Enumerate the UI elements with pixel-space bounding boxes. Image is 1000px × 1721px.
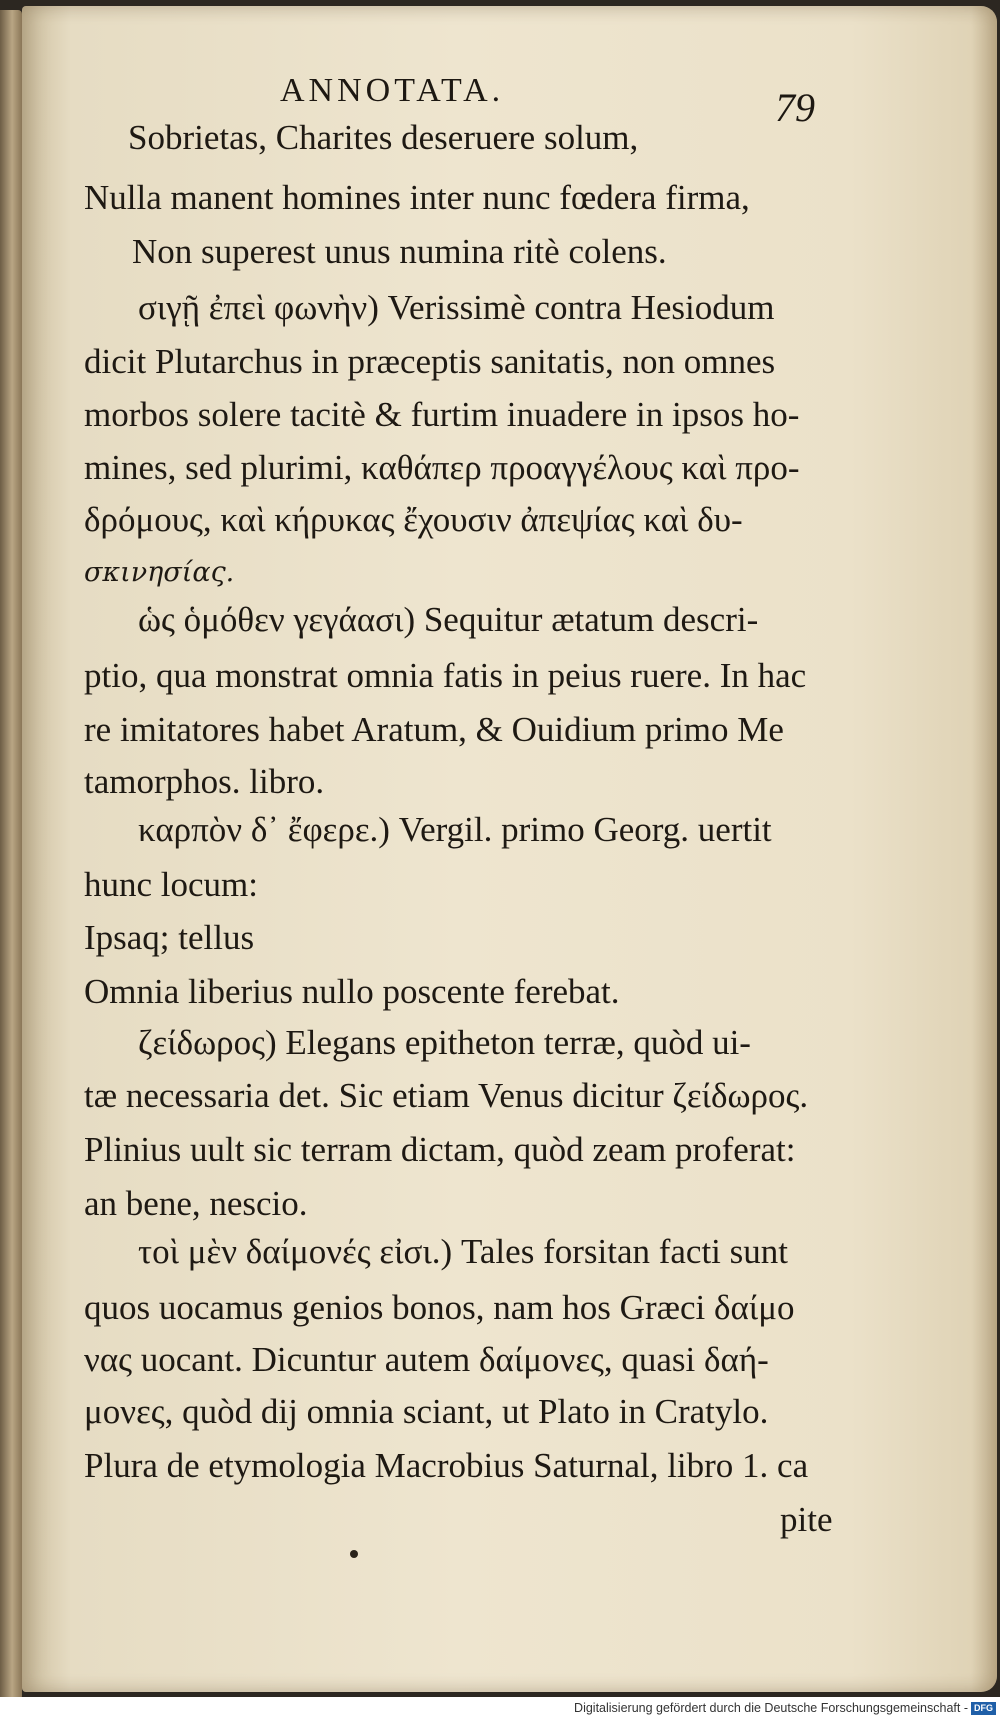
text-line: re imitatores habet Aratum, & Ouidium primo Me xyxy=(84,710,784,749)
page-number: 79 xyxy=(775,85,815,130)
text-line: Omnia liberius nullo poscente ferebat. xyxy=(84,972,620,1011)
text-line: quos uocamus genios bonos, nam hos Græci δαίμο xyxy=(84,1288,795,1327)
text-line: Plinius uult sic terram dictam, quòd zeam proferat: xyxy=(84,1130,796,1169)
text-line: tamorphos. libro. xyxy=(84,762,325,801)
text-line: Sobrietas, Charites deseruere solum, xyxy=(128,118,639,157)
text-line: ὡς ὁμόθεν γεγάασι) Sequitur ætatum descri- xyxy=(138,600,759,639)
text-line: ζείδωρος) Elegans epitheton terræ, quòd ui- xyxy=(138,1023,751,1062)
running-header: ANNOTATA. xyxy=(280,72,505,109)
text-line: ptio, qua monstrat omnia fatis in peius ruere. In hac xyxy=(84,656,807,695)
text-line: morbos solere tacitè & furtim inuadere in ipsos ho- xyxy=(84,395,800,434)
text-line: tæ necessaria det. Sic etiam Venus dicitur ζείδωρος. xyxy=(84,1076,809,1115)
text-line: δρόμους, καὶ κήρυκας ἔχουσιν ἀπεψίας καὶ δυ- xyxy=(84,500,743,539)
text-line: dicit Plutarchus in præceptis sanitatis, non omnes xyxy=(84,342,776,381)
text-line: μονες, quòd dij omnia sciant, ut Plato in Cratylo. xyxy=(84,1392,769,1431)
dfg-logo: DFG xyxy=(971,1702,996,1715)
funding-credit: Digitalisierung gefördert durch die Deutsche Forschungsgemeinschaft - xyxy=(574,1701,968,1715)
footer-bar xyxy=(0,1697,1000,1721)
previous-page-edge xyxy=(0,10,22,1700)
text-line: hunc locum: xyxy=(84,865,258,904)
text-line: τοὶ μὲν δαίμονές εἰσι.) Tales forsitan facti sunt xyxy=(138,1232,788,1271)
text-line: νας uocant. Dicuntur autem δαίμονες, quasi δαή- xyxy=(84,1340,769,1379)
ink-mark xyxy=(350,1550,358,1558)
page-edge-shadow xyxy=(971,6,997,1692)
text-line: Plura de etymologia Macrobius Saturnal, libro 1. ca xyxy=(84,1446,809,1485)
text-line: Nulla manent homines inter nunc fœdera firma, xyxy=(84,178,750,217)
text-line: mines, sed plurimi, καθάπερ προαγγέλους καὶ προ- xyxy=(84,448,800,487)
text-line: an bene, nescio. xyxy=(84,1184,308,1223)
text-line: καρπὸν δ᾽ ἔφερε.) Vergil. primo Georg. uertit xyxy=(138,810,772,849)
text-line: σκινησίας. xyxy=(84,557,235,588)
catchword: pite xyxy=(780,1500,833,1539)
text-line: Ipsaq; tellus xyxy=(84,918,255,957)
text-line: σιγῇ ἐπεὶ φωνὴν) Verissimè contra Hesiodum xyxy=(138,288,775,327)
text-line: Non superest unus numina ritè colens. xyxy=(132,232,667,271)
